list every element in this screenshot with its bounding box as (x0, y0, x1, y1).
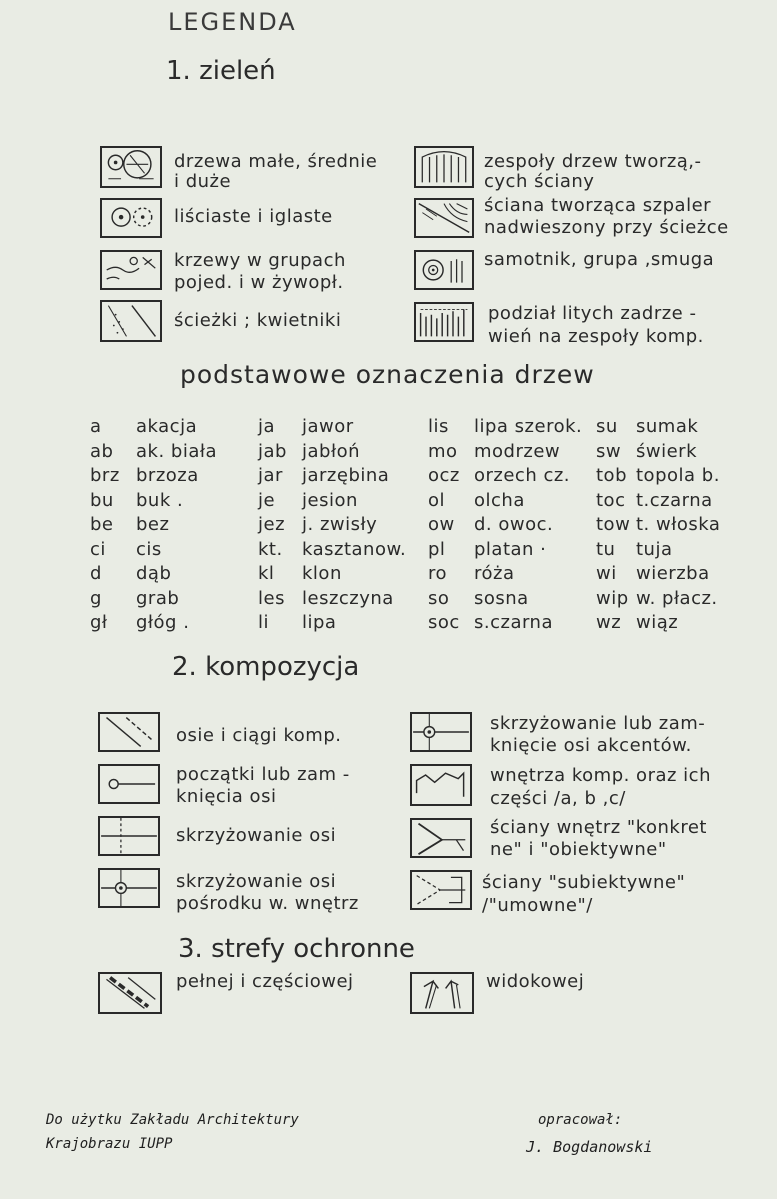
tree-name: platan · (474, 539, 547, 560)
tree-name: bez (136, 514, 170, 535)
tree-code: gł (90, 612, 108, 633)
axis-start-icon (98, 764, 160, 804)
tree-name: dąb (136, 563, 172, 584)
tree-code: wz (596, 612, 622, 633)
tree-name: j. zwisły (302, 514, 378, 535)
tree-code: je (258, 490, 276, 511)
tree-code: soc (428, 612, 460, 633)
legend-text: ściany wnętrz "konkret (490, 817, 707, 838)
concrete-walls-icon (410, 818, 472, 858)
tree-code: mo (428, 441, 458, 462)
tree-name: t.czarna (636, 490, 713, 511)
legend-text: ściany "subiektywne" (482, 872, 686, 893)
footer-left-line2: Krajobrazu IUPP (46, 1136, 173, 1152)
legend-text: widokowej (486, 971, 585, 992)
legend-text: zespoły drzew tworzą,- (484, 151, 702, 172)
tree-code: so (428, 588, 450, 609)
legend-text: skrzyżowanie osi (176, 825, 337, 846)
tree-name: modrzew (474, 441, 561, 462)
tree-code: ol (428, 490, 446, 511)
tree-name: s.czarna (474, 612, 553, 633)
legend-text: nadwieszony przy ścieżce (484, 217, 729, 238)
tree-sizes-icon (100, 146, 162, 188)
tree-name: olcha (474, 490, 525, 511)
tree-name: akacja (136, 416, 198, 437)
tree-code: jar (258, 465, 283, 486)
legend-text: początki lub zam - (176, 764, 350, 785)
legend-text: ścieżki ; kwietniki (174, 310, 342, 331)
axis-crossing-icon (98, 816, 160, 856)
axes-icon (98, 712, 160, 752)
tree-code: ab (90, 441, 114, 462)
legend-text: cych ściany (484, 171, 595, 192)
view-protection-icon (410, 972, 474, 1014)
tree-code: wip (596, 588, 629, 609)
tree-name: grab (136, 588, 180, 609)
legend-text: liściaste i iglaste (174, 206, 333, 227)
tree-code: sw (596, 441, 622, 462)
tree-code: kl (258, 563, 275, 584)
legend-text: krzewy w grupach (174, 250, 346, 271)
tree-groups-wall-icon (414, 146, 474, 188)
legend-text: pełnej i częściowej (176, 971, 354, 992)
tree-code: wi (596, 563, 617, 584)
tree-name: d. owoc. (474, 514, 554, 535)
tree-name: tuja (636, 539, 673, 560)
tree-name: jabłoń (302, 441, 360, 462)
tree-code: tu (596, 539, 616, 560)
paths-flowerbeds-icon (100, 300, 162, 342)
solitary-group-strip-icon (414, 250, 474, 290)
tree-name: buk . (136, 490, 184, 511)
tree-name: lipa szerok. (474, 416, 583, 437)
tree-name: brzoza (136, 465, 199, 486)
legend-text: /"umowne"/ (482, 895, 593, 916)
tree-name: wiąz (636, 612, 679, 633)
tree-code: a (90, 416, 102, 437)
tree-code: ja (258, 416, 276, 437)
tree-code: lis (428, 416, 449, 437)
axis-accent-icon (410, 712, 472, 752)
tree-code: jez (258, 514, 286, 535)
tree-code: be (90, 514, 114, 535)
tree-code: li (258, 612, 270, 633)
tree-name: ak. biała (136, 441, 217, 462)
tree-name: t. włoska (636, 514, 721, 535)
tree-code: ow (428, 514, 455, 535)
tree-name: cis (136, 539, 162, 560)
legend-text: podział litych zadrze - (488, 303, 697, 324)
footer-left-line1: Do użytku Zakładu Architektury (46, 1112, 299, 1128)
interiors-icon (410, 764, 472, 806)
deciduous-coniferous-icon (100, 198, 162, 238)
legend-text: pośrodku w. wnętrz (176, 893, 359, 914)
footer-right-line2: J. Bogdanowski (526, 1138, 653, 1156)
division-icon (414, 302, 474, 342)
legend-text: wień na zespoły komp. (488, 326, 704, 347)
tree-code: d (90, 563, 102, 584)
trees-heading: podstawowe oznaczenia drzew (180, 360, 595, 389)
tree-name: leszczyna (302, 588, 394, 609)
tree-name: w. płacz. (636, 588, 718, 609)
tree-name: jawor (302, 416, 354, 437)
tree-code: toc (596, 490, 626, 511)
protection-full-partial-icon (98, 972, 162, 1014)
section-heading-greenery: 1. zieleń (166, 56, 276, 86)
tree-name: sumak (636, 416, 699, 437)
tree-code: tow (596, 514, 631, 535)
legend-text: knięcie osi akcentów. (490, 735, 692, 756)
legend-text: i duże (174, 171, 232, 192)
legend-text: pojed. i w żywopł. (174, 272, 344, 293)
tree-name: głóg . (136, 612, 190, 633)
subjective-walls-icon (410, 870, 472, 910)
tree-name: sosna (474, 588, 529, 609)
legend-text: części /a, b ,c/ (490, 788, 626, 809)
tree-name: orzech cz. (474, 465, 571, 486)
section-heading-composition: 2. kompozycja (172, 652, 360, 682)
legend-text: osie i ciągi komp. (176, 725, 342, 746)
tree-code: tob (596, 465, 627, 486)
legend-text: wnętrza komp. oraz ich (490, 765, 711, 786)
tree-name: świerk (636, 441, 697, 462)
tree-code: ci (90, 539, 106, 560)
tree-code: g (90, 588, 102, 609)
tree-name: róża (474, 563, 515, 584)
tree-code: jab (258, 441, 287, 462)
tree-name: wierzba (636, 563, 710, 584)
tree-name: kasztanow. (302, 539, 407, 560)
tree-code: ocz (428, 465, 460, 486)
tree-code: les (258, 588, 285, 609)
axis-crossing-center-icon (98, 868, 160, 908)
legend-text: ne" i "obiektywne" (490, 839, 667, 860)
tree-code: kt. (258, 539, 283, 560)
legend-text: drzewa małe, średnie (174, 151, 378, 172)
tree-code: ro (428, 563, 448, 584)
section-heading-protection: 3. strefy ochronne (178, 934, 415, 964)
tree-name: jarzębina (302, 465, 390, 486)
tree-name: topola b. (636, 465, 720, 486)
overhanging-wall-icon (414, 198, 474, 238)
tree-name: lipa (302, 612, 337, 633)
tree-code: pl (428, 539, 446, 560)
page-title: LEGENDA (168, 8, 297, 36)
legend-text: knięcia osi (176, 786, 277, 807)
legend-text: samotnik, grupa ,smuga (484, 249, 715, 270)
tree-name: jesion (302, 490, 358, 511)
tree-code: brz (90, 465, 120, 486)
tree-code: bu (90, 490, 114, 511)
footer-right-line1: opracował: (538, 1112, 623, 1128)
legend-text: ściana tworząca szpaler (484, 195, 712, 216)
legend-text: skrzyżowanie lub zam- (490, 713, 706, 734)
tree-code: su (596, 416, 618, 437)
legend-text: skrzyżowanie osi (176, 871, 337, 892)
tree-name: klon (302, 563, 342, 584)
shrubs-icon (100, 250, 162, 290)
